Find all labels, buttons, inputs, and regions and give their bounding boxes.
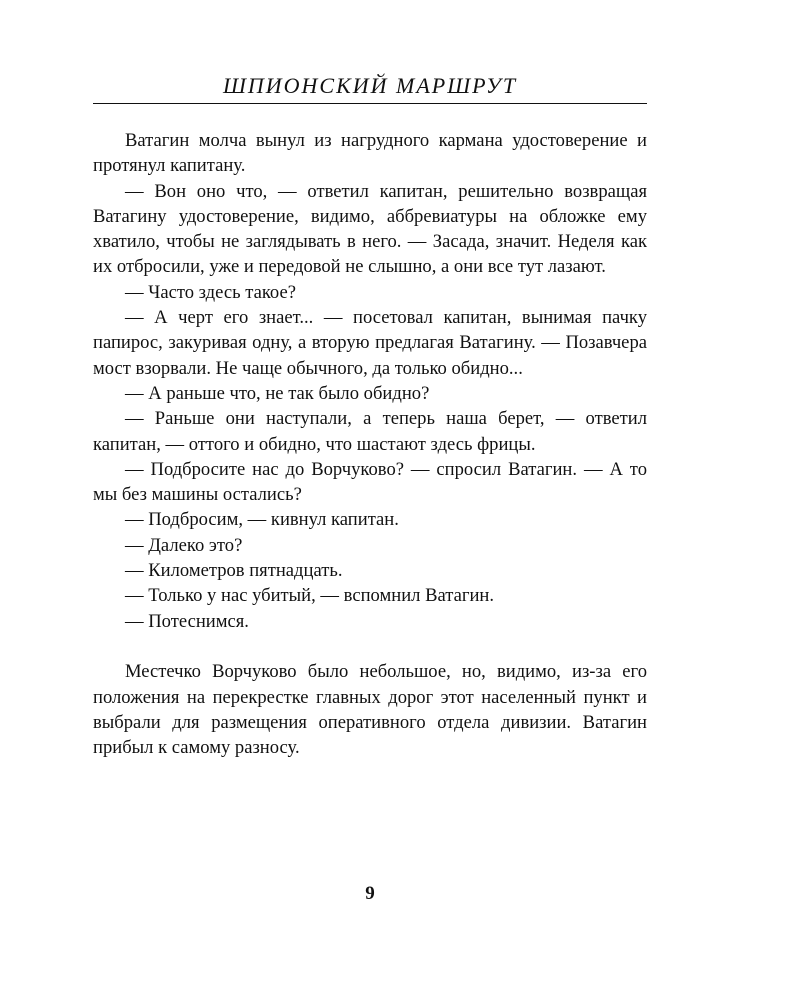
page-number: 9 [365, 883, 375, 904]
paragraph: — А раньше что, не так было обидно? [125, 382, 430, 404]
paragraph: — Подбросим, — кивнул капитан. [125, 509, 399, 531]
paragraph: — Километров пятнадцать. [125, 560, 343, 582]
paragraph: — Часто здесь такое? [125, 281, 296, 303]
section-break [93, 634, 647, 659]
paragraph: — А черт его знает... — посетовал капитан, вынимая пачку папирос, закуривая одну, а вторую предлагая Ватагину. — Позавчера мост взорвали. Не чаще обычного, да только обидно... [93, 307, 647, 379]
paragraph: — Вон оно что, — ответил капитан, решительно возвращая Ватагину удостоверение, видимо, аббревиатуры на обложке ему хватило, чтобы не заглядывать в него. — Засада, значит. Неделя как их отбросили, уже и передовой не слышно, а они все тут лазают. [93, 180, 647, 278]
paragraph: — Раньше они наступали, а теперь наша берет, — ответил капитан, — оттого и обидно, что шастают здесь фрицы. [93, 408, 647, 455]
paragraph: Ватагин молча вынул из нагрудного кармана удостоверение и протянул капитану. [93, 130, 647, 177]
paragraph: — Далеко это? [125, 534, 243, 556]
header-rule [93, 103, 647, 104]
body-text [93, 128, 647, 760]
paragraph: — Подбросите нас до Ворчуково? — спросил Ватагин. — А то мы без машины остались? [93, 458, 647, 506]
book-page [93, 60, 647, 904]
paragraph: — Только у нас убитый, — вспомнил Ватагин. [125, 585, 495, 607]
running-title: ШПИОНСКИЙ МАРШРУТ [222, 73, 518, 98]
paragraph: — Потеснимся. [125, 610, 249, 632]
paragraph: Местечко Ворчуково было небольшое, но, видимо, из-за его положения на перекрестке главных дорог этот населенный пункт и выбрали для размещения оперативного отдела дивизии. Ватагин прибыл к самому разносу. [93, 661, 647, 759]
